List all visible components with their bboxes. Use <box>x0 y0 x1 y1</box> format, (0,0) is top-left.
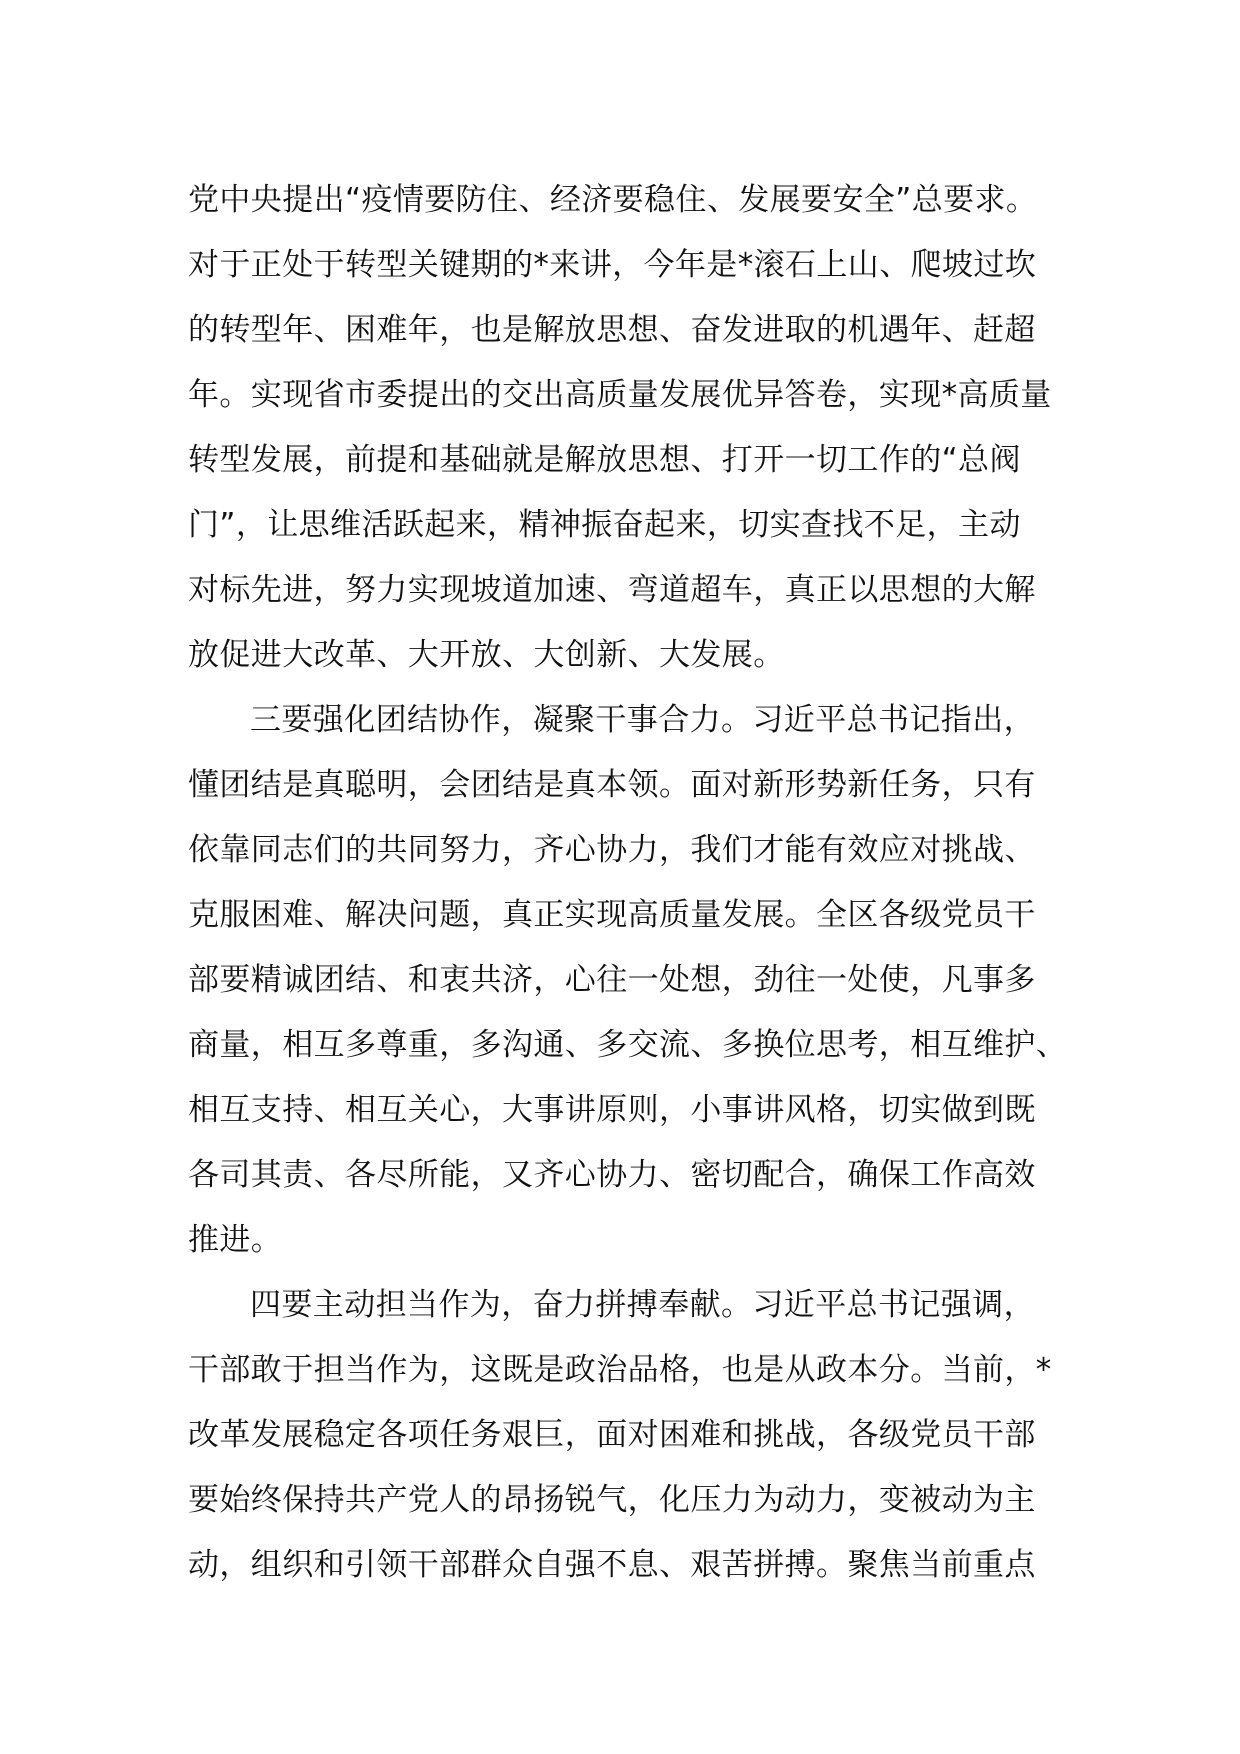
text-line: 克服困难、解决问题，真正实现高质量发展。全区各级党员干 <box>188 897 1036 933</box>
text-line: 依靠同志们的共同努力，齐心协力，我们才能有效应对挑战、 <box>188 832 1036 868</box>
paragraph-2 <box>188 688 1068 1273</box>
text-line: 党中央提出“疫情要防住、经济要稳住、发展要安全”总要求。 <box>188 182 1038 218</box>
text-line: 部要精诚团结、和衷共济，心往一处想，劲往一处使，凡事多 <box>188 962 1036 998</box>
text-line: 干部敢于担当作为，这既是政治品格，也是从政本分。当前，* <box>188 1352 1052 1388</box>
text-line: 的转型年、困难年，也是解放思想、奋发进取的机遇年、赶超 <box>188 312 1036 348</box>
text-line: 改革发展稳定各项任务艰巨，面对困难和挑战，各级党员干部 <box>188 1417 1036 1453</box>
text-line: 动，组织和引领干部群众自强不息、艰苦拼搏。聚焦当前重点 <box>188 1547 1036 1583</box>
text-line: 年。实现省市委提出的交出高质量发展优异答卷，实现*高质量 <box>188 377 1052 413</box>
text-line: 相互支持、相互关心，大事讲原则，小事讲风格，切实做到既 <box>188 1092 1036 1128</box>
text-line: 三要强化团结协作，凝聚干事合力。习近平总书记指出， <box>250 702 1035 738</box>
text-line: 要始终保持共产党人的昂扬锐气，化压力为动力，变被动为主 <box>188 1482 1036 1518</box>
text-line: 门”，让思维活跃起来，精神振奋起来，切实查找不足，主动 <box>188 507 1021 543</box>
text-line: 懂团结是真聪明，会团结是真本领。面对新形势新任务，只有 <box>188 767 1036 803</box>
text-line: 转型发展，前提和基础就是解放思想、打开一切工作的“总阀 <box>188 442 1021 478</box>
text-line: 推进。 <box>188 1222 283 1258</box>
text-line: 四要主动担当作为，奋力拼搏奉献。习近平总书记强调， <box>250 1287 1035 1323</box>
paragraph-1 <box>188 168 1068 688</box>
body-text <box>188 168 1068 1598</box>
text-line: 放促进大改革、大开放、大创新、大发展。 <box>188 637 785 673</box>
text-line: 对于正处于转型关键期的*来讲，今年是*滚石上山、爬坡过坎 <box>188 247 1037 283</box>
text-line: 各司其责、各尽所能，又齐心协力、密切配合，确保工作高效 <box>188 1157 1036 1193</box>
text-line: 商量，相互多尊重，多沟通、多交流、多换位思考，相互维护、 <box>188 1027 1068 1063</box>
text-line: 对标先进，努力实现坡道加速、弯道超车，真正以思想的大解 <box>188 572 1036 608</box>
paragraph-3 <box>188 1273 1068 1598</box>
